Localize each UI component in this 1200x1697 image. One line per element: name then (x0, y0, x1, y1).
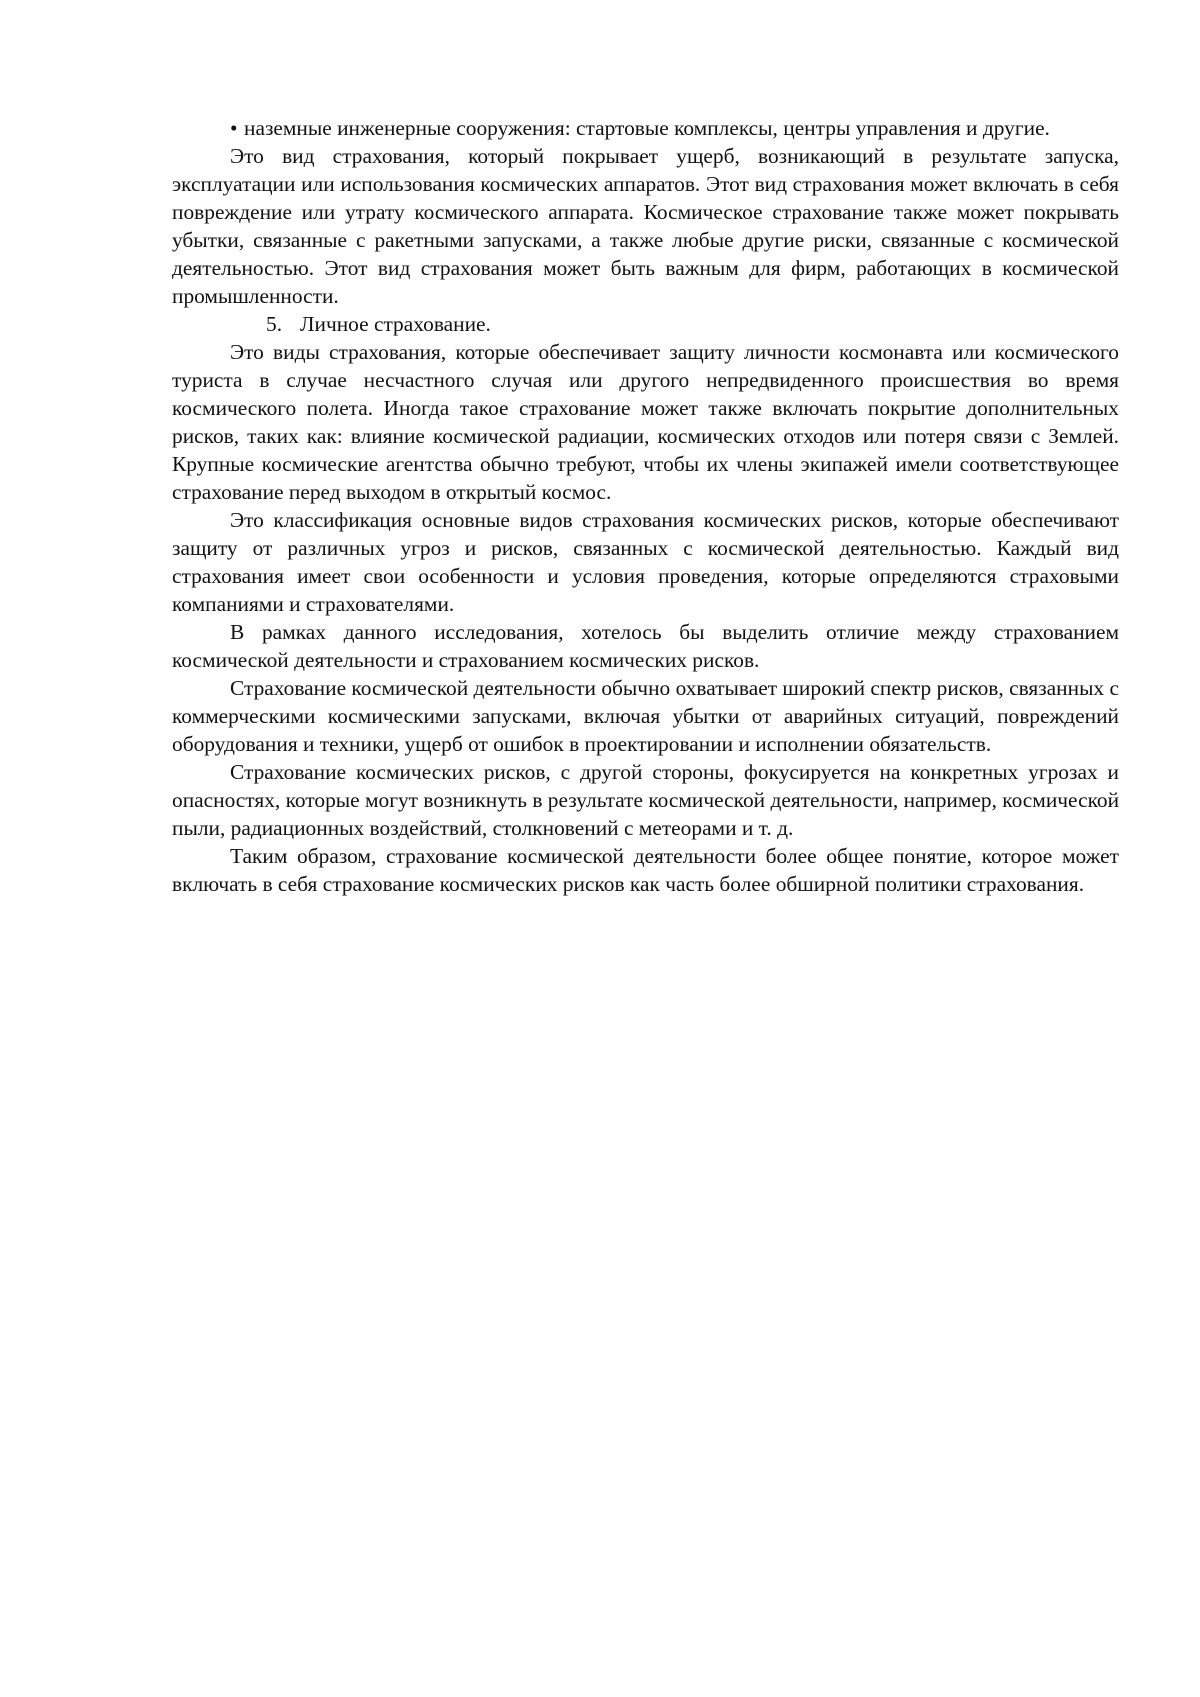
paragraph-classification: Это классификация основные видов страхования космических рисков, которые обеспечивают защиту от различных угроз и рисков, связанных с космической деятельно­стью. Каждый вид страхования имеет свои особенности и условия проведения, которые определяются страховыми компаниями и страхователями. (172, 506, 1119, 618)
list-number: 5. (266, 310, 300, 338)
bullet-text: наземные инженерные сооружения: стартовые комплексы, центры управления и другие. (244, 116, 1050, 140)
bullet-icon: • (230, 114, 244, 142)
paragraph-risk-insurance: Страхование космических рисков, с другой стороны, фокусируется на конкретных угрозах и опасностях, которые могут возникнуть в результате космической деятельности, например, космической пыли, радиационных воздействий, столкновений с метеорами и т. д. (172, 758, 1119, 842)
bullet-item-ground-facilities (172, 114, 1119, 142)
paragraph-activity-insurance: Страхование космической деятельности обычно охватывает широкий спектр рисков, связанных с коммерческими космическими запусками, включая убытки от аварийных си­туаций, повреждений оборудования и техники, ущерб от ошибок в проектировании и ис­полнении обязательств. (172, 674, 1119, 758)
paragraph-space-insurance: Это вид страхования, который покрывает ущерб, возникающий в результате запуска, эксплуатации или использования космических аппаратов. Этот вид страхования может включать в себя повреждение или утрату космического аппарата. Космическое страхование также может покрывать убытки, связанные с ракетными запус­ками, а также любые другие риски, связанные с космической деятельностью. Этот вид страхования может быть важным для фирм, работающих в космической промышленности. (172, 142, 1119, 310)
document-page (172, 114, 1119, 898)
list-item-text: Личное страхование. (300, 312, 491, 336)
paragraph-personal-insurance: Это виды страхования, которые обеспечивает защиту личности космонавта или кос­мического туриста в случае несчастного случая или другого непредвиденного происше­ствия во время космического полета. Иногда такое страхование может также включать покрытие дополнительных рисков, таких как: влияние космической радиации, космиче­ских отходов или потеря связи с Землей. Крупные космические агентства обычно требу­ют, чтобы их члены экипажей имели соответствующее страхование перед выходом в от­крытый космос. (172, 338, 1119, 506)
numbered-item-personal-insurance (172, 310, 1119, 338)
paragraph-conclusion: Таким образом, страхование космической деятельности более общее понятие, кото­рое может включать в себя страхование космических рисков как часть более обширной политики страхования. (172, 842, 1119, 898)
paragraph-research-scope: В рамках данного исследования, хотелось бы выделить отличие между страхованием космической деятельности и страхованием космических рисков. (172, 618, 1119, 674)
